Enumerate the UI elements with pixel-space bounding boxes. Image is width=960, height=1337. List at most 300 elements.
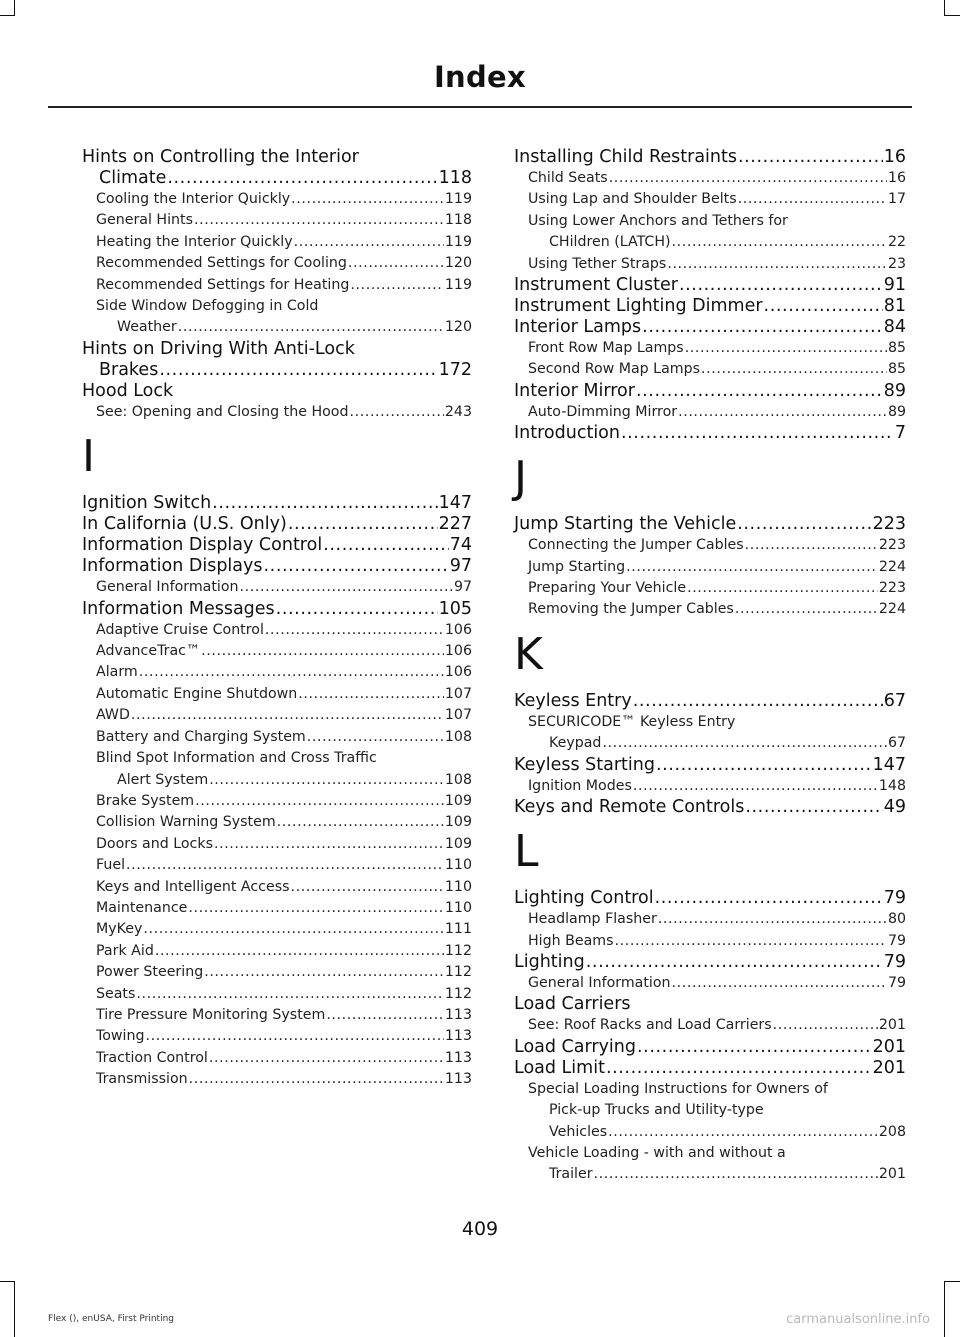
leader-dots [701, 359, 887, 380]
entry-text: Towing [96, 1028, 145, 1045]
page-ref: 106 [444, 621, 472, 638]
leader-dots [195, 791, 444, 812]
index-subentry [82, 984, 472, 1005]
page-ref: 110 [444, 899, 472, 916]
page-ref: 224 [878, 601, 906, 618]
entry-text: Jump Starting the Vehicle [514, 514, 737, 535]
entry-text: Tire Pressure Monitoring System [96, 1006, 326, 1023]
leader-dots [655, 888, 883, 909]
index-heading [514, 317, 906, 338]
index-subentry [514, 359, 906, 380]
leader-dots [773, 1015, 878, 1036]
entry-text: Trailer [549, 1166, 593, 1183]
leader-dots [667, 254, 887, 275]
leader-dots [672, 232, 887, 253]
index-entry-row [528, 402, 906, 423]
entry-continuation [528, 1122, 906, 1143]
index-subentry [514, 168, 906, 189]
leader-dots [636, 381, 883, 402]
entry-text: Weather [117, 319, 177, 336]
index-subentry [82, 684, 472, 705]
leader-dots [642, 317, 883, 338]
entry-text: General Information [96, 579, 239, 596]
page-ref: 97 [453, 579, 472, 596]
page-ref: 119 [444, 276, 472, 293]
leader-dots [685, 338, 887, 359]
crop-mark [0, 1281, 15, 1282]
entry-text: Brakes [99, 359, 159, 380]
entry-text: Maintenance [96, 899, 188, 916]
index-subentry [82, 1005, 472, 1026]
page-ref: 227 [438, 514, 472, 535]
leader-dots [608, 1122, 878, 1143]
page-ref: 97 [449, 556, 472, 577]
page-ref: 109 [444, 792, 472, 809]
index-entry-row [96, 684, 472, 705]
index-subentry [514, 211, 906, 254]
index-entry-row [549, 1122, 906, 1143]
index-entry-row [96, 705, 472, 726]
page-ref: 224 [878, 558, 906, 575]
index-entry-row [96, 898, 472, 919]
leader-dots [679, 275, 883, 296]
index-entry-row [514, 317, 906, 338]
leader-dots [209, 1048, 444, 1069]
entry-text: Front Row Map Lamps [528, 340, 684, 357]
leader-dots [188, 898, 444, 919]
leader-dots [276, 599, 438, 620]
entry-text: Removing the Jumper Cables [528, 601, 734, 618]
index-subentry [82, 1069, 472, 1090]
page-ref: 107 [444, 707, 472, 724]
index-subentry [82, 577, 472, 598]
leader-dots [348, 253, 444, 274]
entry-text: Interior Lamps [514, 317, 642, 338]
page-ref: 201 [878, 1166, 906, 1183]
entry-continuation [528, 733, 906, 754]
index-entry-row [514, 423, 906, 444]
section-letter: J [514, 452, 527, 504]
index-heading [514, 755, 906, 776]
page-ref: 74 [449, 535, 472, 556]
leader-dots [326, 1005, 444, 1026]
index-column-right [514, 147, 906, 1186]
page-ref: 22 [887, 234, 906, 251]
leader-dots [265, 620, 444, 641]
index-subentry [514, 338, 906, 359]
index-entry-row [549, 1164, 906, 1185]
leader-dots [159, 360, 437, 381]
page-ref: 106 [444, 664, 472, 681]
index-subentry [514, 254, 906, 275]
index-heading [514, 691, 906, 712]
leader-dots [633, 776, 878, 797]
leader-dots [291, 189, 444, 210]
index-entry-row [96, 919, 472, 940]
page-ref: 112 [444, 985, 472, 1002]
page-ref: 148 [878, 777, 906, 794]
page-ref: 89 [883, 380, 906, 401]
index-entry-row [96, 1005, 472, 1026]
index-subentry [514, 973, 906, 994]
leader-dots [658, 909, 887, 930]
page-ref: 120 [444, 255, 472, 272]
entry-text: General Information [528, 974, 671, 991]
page-ref: 243 [444, 403, 472, 420]
leader-dots [602, 733, 887, 754]
index-subentry [82, 232, 472, 253]
crop-mark [944, 1281, 945, 1337]
index-heading [514, 1037, 906, 1058]
leader-dots [350, 402, 444, 423]
index-entry-row [82, 535, 472, 556]
index-entry-row [514, 381, 906, 402]
leader-dots [745, 797, 882, 818]
entry-text: Preparing Your Vehicle [528, 580, 687, 597]
entry-text: Collision Warning System [96, 814, 276, 831]
page-ref: 118 [438, 168, 472, 188]
entry-text: High Beams [528, 932, 614, 949]
index-heading [82, 493, 472, 514]
leader-dots [735, 599, 878, 620]
entry-text: Information Displays [82, 556, 263, 577]
index-entry-row [528, 578, 906, 599]
page-ref: 89 [887, 403, 906, 420]
entry-text: Climate [99, 168, 167, 188]
leader-dots [637, 1037, 872, 1058]
index-heading [514, 296, 906, 317]
index-subentry [82, 898, 472, 919]
index-entry-row [117, 770, 472, 791]
page-ref: 109 [444, 835, 472, 852]
index-entry-row [528, 189, 906, 210]
leader-dots [586, 952, 883, 973]
index-subentry [82, 834, 472, 855]
index-entry-row [528, 535, 906, 556]
entry-text-first-line: Blind Spot Information and Cross Traffic [96, 750, 377, 767]
page-ref: 7 [894, 423, 906, 444]
leader-dots [615, 931, 887, 952]
index-entry-row [96, 1069, 472, 1090]
index-subentry [82, 662, 472, 683]
index-subentry [514, 535, 906, 556]
entry-text: Lighting Control [514, 888, 654, 909]
entry-text-first-line: Using Lower Anchors and Tethers for [528, 212, 788, 229]
leader-dots [167, 168, 437, 189]
index-subentry [82, 402, 472, 423]
index-heading [82, 599, 472, 620]
index-subentry [82, 962, 472, 983]
page-ref: 23 [887, 255, 906, 272]
leader-dots [240, 577, 453, 598]
entry-text: Alarm [96, 664, 138, 681]
page-ref: 119 [444, 233, 472, 250]
crop-mark [944, 0, 945, 16]
entry-text: Brake System [96, 792, 195, 809]
page-ref: 113 [444, 1006, 472, 1023]
index-heading [514, 952, 906, 973]
page-ref: 223 [878, 537, 906, 554]
index-subentry [82, 641, 472, 662]
index-subentry [82, 877, 472, 898]
page-ref: 111 [444, 921, 472, 938]
index-entry-row [96, 232, 472, 253]
entry-continuation [96, 317, 472, 338]
index-entry-row [549, 232, 906, 253]
index-subentry [514, 557, 906, 578]
index-heading [514, 797, 906, 818]
entry-text-middle-line: Pick-up Trucks and Utility-type [549, 1102, 764, 1119]
index-entry-row [528, 359, 906, 380]
index-entry-row [96, 1048, 472, 1069]
index-entry-row [117, 317, 472, 338]
index-entry-row [528, 776, 906, 797]
leader-dots [201, 641, 444, 662]
index-subentry [82, 941, 472, 962]
footer-text: Flex (), enUSA, First Printing [48, 1314, 174, 1324]
page-ref: 223 [878, 580, 906, 597]
page-ref: 112 [444, 964, 472, 981]
page-ref: 79 [883, 951, 906, 972]
index-entry-row [96, 855, 472, 876]
index-entry-row [514, 755, 906, 776]
entry-text: Recommended Settings for Cooling [96, 255, 347, 272]
index-subentry [514, 1079, 906, 1143]
page-ref: 16 [883, 147, 906, 167]
entry-text: Introduction [514, 423, 620, 444]
index-subentry [82, 748, 472, 791]
page-ref: 113 [444, 1071, 472, 1088]
entry-text: Automatic Engine Shutdown [96, 685, 298, 702]
entry-text: See: Opening and Closing the Hood [96, 403, 349, 420]
index-entry-row [514, 275, 906, 296]
entry-text: Interior Mirror [514, 380, 635, 401]
index-entry-row [82, 556, 472, 577]
leader-dots [139, 662, 444, 683]
index-heading [514, 514, 906, 535]
page-ref: 84 [883, 317, 906, 338]
page-ref: 201 [872, 1036, 906, 1057]
entry-text: Installing Child Restraints [514, 147, 737, 167]
page-ref: 110 [444, 857, 472, 874]
page-ref: 81 [883, 296, 906, 317]
page-ref: 201 [872, 1057, 906, 1078]
index-subentry [82, 1048, 472, 1069]
page-ref: 120 [444, 319, 472, 336]
index-heading [514, 1058, 906, 1079]
index-entry-row [514, 888, 906, 909]
entry-text: Transmission [96, 1071, 188, 1088]
index-entry-row [96, 577, 472, 598]
index-subentry [514, 909, 906, 930]
page-ref: 147 [872, 754, 906, 775]
index-entry-row [96, 620, 472, 641]
index-entry-row [96, 941, 472, 962]
entry-text: Alert System [117, 771, 209, 788]
index-subentry [514, 712, 906, 755]
index-subentry [82, 620, 472, 641]
leader-dots [212, 493, 437, 514]
page-ref: 79 [887, 974, 906, 991]
entry-text: Seats [96, 985, 136, 1002]
page-ref: 112 [444, 942, 472, 959]
entry-text: Using Lap and Shoulder Belts [528, 191, 737, 208]
index-subentry [82, 275, 472, 296]
index-subentry [82, 189, 472, 210]
leader-dots [764, 296, 883, 317]
index-subentry [82, 812, 472, 833]
entry-text-first-line: Special Loading Instructions for Owners of [528, 1080, 828, 1097]
index-heading [514, 994, 906, 1015]
page-ref: 105 [438, 598, 472, 619]
index-entry-row [528, 168, 906, 189]
index-entry-row [96, 641, 472, 662]
leader-dots [594, 1164, 878, 1185]
entry-text: Recommended Settings for Heating [96, 276, 350, 293]
index-subentry [82, 210, 472, 231]
page-ref: 147 [438, 493, 472, 514]
page-ref: 16 [887, 170, 906, 186]
index-entry-row [528, 1015, 906, 1036]
index-heading [82, 556, 472, 577]
entry-text: Ignition Modes [528, 777, 632, 794]
entry-continuation [82, 360, 472, 381]
leader-dots [204, 962, 444, 983]
page-ref: 17 [887, 191, 906, 208]
page-ref: 79 [883, 888, 906, 909]
crop-mark [945, 15, 960, 16]
leader-dots [606, 1058, 872, 1079]
leader-dots [672, 973, 887, 994]
section-letter: L [514, 826, 539, 878]
page-ref: 85 [887, 340, 906, 357]
index-entry-row [514, 1037, 906, 1058]
crop-mark [14, 0, 15, 16]
page-ref: 201 [878, 1017, 906, 1034]
leader-dots [290, 877, 443, 898]
index-entry-row [96, 962, 472, 983]
entry-text: See: Roof Racks and Load Carriers [528, 1017, 772, 1034]
leader-dots [738, 147, 883, 168]
index-entry-row [96, 210, 472, 231]
entry-text: Keypad [549, 735, 602, 752]
index-subentry [82, 919, 472, 940]
entry-text: Lighting [514, 951, 585, 972]
leader-dots [307, 727, 444, 748]
entry-text: Power Steering [96, 964, 204, 981]
entry-text: Load Limit [514, 1057, 605, 1078]
entry-text: Child Seats [528, 170, 608, 186]
entry-text-first-line: Side Window Defogging in Cold [96, 298, 319, 315]
leader-dots [737, 514, 871, 535]
leader-dots [189, 1069, 444, 1090]
leader-dots [678, 402, 887, 423]
index-subentry [82, 1026, 472, 1047]
page-ref: 79 [887, 932, 906, 949]
index-entry-row [514, 147, 906, 168]
entry-text: AWD [96, 707, 130, 724]
index-heading [82, 514, 472, 535]
leader-dots [277, 812, 444, 833]
index-subentry [82, 791, 472, 812]
index-entry-row [528, 557, 906, 578]
entry-text: Instrument Cluster [514, 275, 678, 296]
index-entry-row [96, 877, 472, 898]
index-entry-row [99, 168, 472, 189]
entry-text: Keyless Starting [514, 754, 655, 775]
entry-continuation [528, 232, 906, 253]
index-subentry [514, 776, 906, 797]
leader-dots [131, 705, 444, 726]
index-entry-row [96, 984, 472, 1005]
index-entry-row [82, 514, 472, 535]
index-heading [82, 535, 472, 556]
entry-text: Information Messages [82, 598, 275, 619]
page-ref: 85 [887, 361, 906, 378]
leader-dots [323, 535, 449, 556]
leader-dots [126, 855, 444, 876]
leader-dots [136, 984, 444, 1005]
page-ref: 91 [883, 275, 906, 296]
leader-dots [294, 232, 444, 253]
index-entry-row [96, 812, 472, 833]
index-entry-row [96, 275, 472, 296]
page-ref: 118 [444, 212, 472, 229]
index-entry-row [514, 514, 906, 535]
entry-text: MyKey [96, 921, 143, 938]
leader-dots [288, 514, 438, 535]
entry-continuation [96, 770, 472, 791]
index-entry-row [514, 797, 906, 818]
index-entry-row [528, 909, 906, 930]
entry-text: Load Carriers [514, 994, 631, 1015]
index-subentry [82, 253, 472, 274]
entry-text: Load Carrying [514, 1036, 636, 1057]
page-ref: 80 [887, 911, 906, 928]
index-column-left [82, 147, 472, 1091]
page-ref: 106 [444, 643, 472, 660]
index-subentry [514, 1015, 906, 1036]
index-heading [514, 888, 906, 909]
section-letter: I [82, 431, 95, 483]
index-subentry [514, 402, 906, 423]
leader-dots [194, 210, 444, 231]
index-entry-row [528, 973, 906, 994]
leader-dots [621, 423, 894, 444]
entry-text: Second Row Map Lamps [528, 361, 701, 378]
leader-dots [143, 919, 444, 940]
entry-text: Park Aid [96, 942, 154, 959]
index-heading [82, 381, 472, 402]
entry-text-first-line: Hints on Driving With Anti-Lock [82, 338, 355, 359]
entry-continuation [528, 1164, 906, 1185]
leader-dots [214, 834, 444, 855]
page-ref: 223 [872, 514, 906, 535]
index-heading [82, 339, 472, 381]
index-entry-row [82, 493, 472, 514]
page-ref: 110 [444, 878, 472, 895]
crop-mark [945, 1281, 960, 1282]
leader-dots [626, 557, 878, 578]
entry-text: Using Tether Straps [528, 255, 667, 272]
entry-text-first-line: Hints on Controlling the Interior [82, 147, 359, 167]
index-subentry [82, 855, 472, 876]
index-heading [514, 275, 906, 296]
section-letter: K [514, 628, 543, 680]
page-ref: 108 [444, 728, 472, 745]
watermark: carmanualsonline.info [786, 1312, 930, 1327]
index-entry-row [96, 253, 472, 274]
